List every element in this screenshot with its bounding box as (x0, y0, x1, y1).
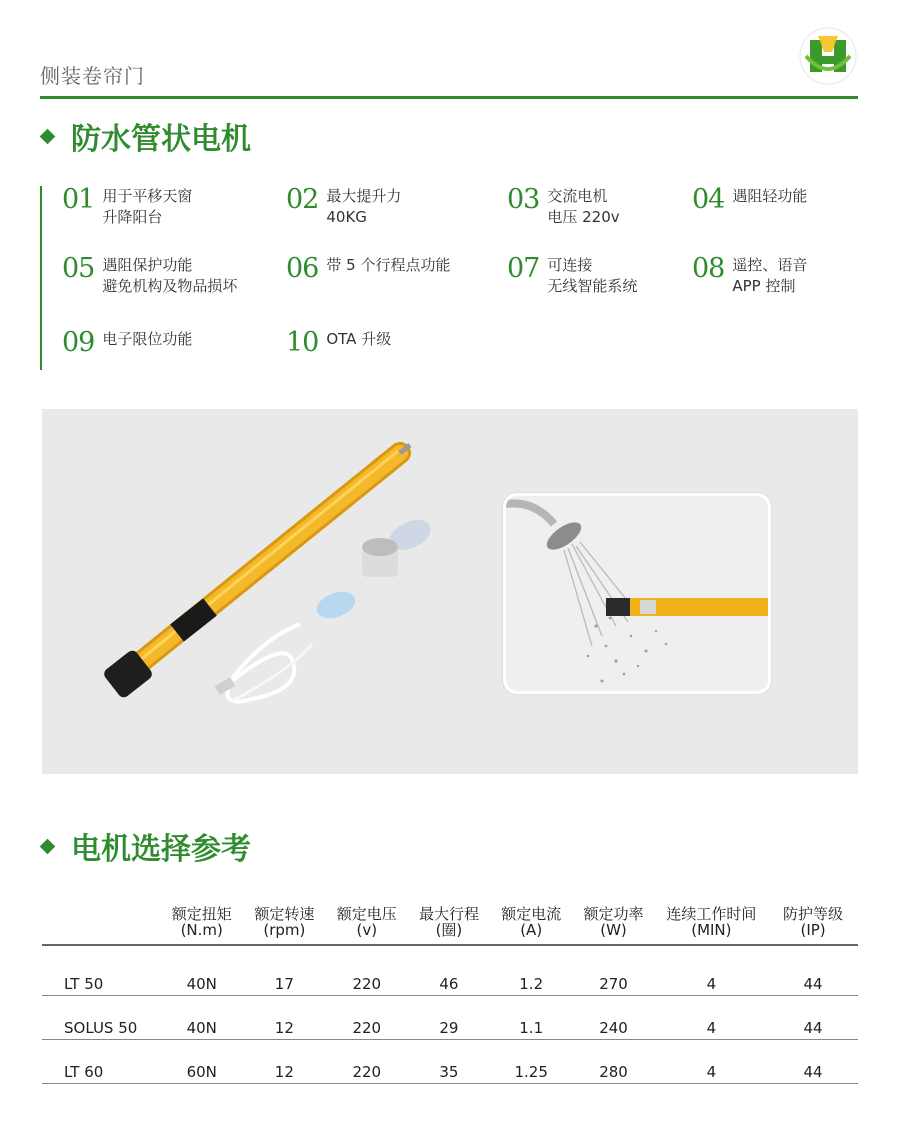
feature-item (507, 255, 637, 297)
table-cell: 46 (408, 952, 490, 996)
feature-line: 电子限位功能 (102, 330, 193, 348)
feature-line: 升降阳台 (102, 208, 163, 226)
feature-item (692, 186, 807, 214)
table-cell: 40N (160, 952, 243, 996)
feature-line: 可连接 (547, 256, 593, 274)
table-cell: 17 (243, 952, 326, 996)
diamond-bullet-icon (40, 128, 56, 144)
header-divider (40, 96, 858, 99)
table-cell: 4 (655, 952, 769, 996)
selection-section-title: 电机选择参考 (71, 832, 251, 867)
feature-line: 遥控、语音 (732, 256, 808, 274)
feature-number: 10 (286, 327, 319, 358)
features-accent-bar (40, 186, 42, 370)
model-cell: LT 50 (42, 952, 160, 996)
table-row (42, 996, 858, 1040)
table-cell: 240 (572, 996, 654, 1040)
feature-item (286, 186, 401, 228)
feature-line: 带 5 个行程点功能 (326, 256, 451, 274)
table-cell: 44 (768, 952, 858, 996)
feature-number: 06 (286, 253, 319, 284)
feature-number: 07 (507, 253, 540, 284)
feature-number: 09 (62, 327, 95, 358)
table-row (42, 1040, 858, 1084)
table-cell: 29 (408, 996, 490, 1040)
feature-line: 用于平移天窗 (102, 187, 193, 205)
table-header-cell: 连续工作时间 (MIN) (655, 902, 769, 945)
table-cell: 270 (572, 952, 654, 996)
feature-item (62, 329, 192, 357)
table-cell: 35 (408, 1040, 490, 1084)
feature-line: 最大提升力 (326, 187, 402, 205)
feature-item (507, 186, 620, 228)
table-header-cell: 最大行程 (圈) (408, 902, 490, 945)
table-cell: 4 (655, 996, 769, 1040)
shower-spray-on-motor-image (506, 496, 768, 691)
feature-line: OTA 升级 (326, 330, 392, 348)
page-header-title: 侧装卷帘门 (40, 64, 145, 88)
feature-number: 04 (692, 184, 725, 215)
feature-line: 遇阻轻功能 (732, 187, 808, 205)
feature-number: 02 (286, 184, 319, 215)
table-row (42, 952, 858, 996)
table-header-cell: 额定功率 (W) (572, 902, 654, 945)
feature-item (62, 186, 192, 228)
waterproof-demo-inset (503, 493, 771, 694)
table-cell: 220 (326, 952, 408, 996)
feature-line: 避免机构及物品损坏 (102, 277, 238, 295)
feature-line: 无线智能系统 (547, 277, 638, 295)
model-cell: LT 60 (42, 1040, 160, 1084)
feature-line: 电压 220v (547, 208, 620, 226)
feature-line: 遇阻保护功能 (102, 256, 193, 274)
feature-line: 交流电机 (547, 187, 608, 205)
feature-number: 03 (507, 184, 540, 215)
feature-item (286, 255, 450, 283)
table-cell: 44 (768, 996, 858, 1040)
table-cell: 60N (160, 1040, 243, 1084)
table-header-cell: 防护等级 (IP) (768, 902, 858, 945)
brand-logo-icon (798, 26, 858, 86)
diamond-bullet-icon (40, 838, 56, 854)
table-cell: 12 (243, 1040, 326, 1084)
table-cell: 44 (768, 1040, 858, 1084)
feature-number: 05 (62, 253, 95, 284)
table-header-cell: 额定电压 (v) (326, 902, 408, 945)
motor-spec-table (42, 902, 858, 1084)
table-cell: 220 (326, 996, 408, 1040)
feature-line: APP 控制 (732, 277, 796, 295)
table-cell: 1.1 (490, 996, 572, 1040)
feature-item (62, 255, 237, 297)
table-header-cell: 额定转速 (rpm) (243, 902, 326, 945)
table-cell: 1.25 (490, 1040, 572, 1084)
table-cell: 40N (160, 996, 243, 1040)
table-header-cell: 额定电流 (A) (490, 902, 572, 945)
table-header-cell (42, 902, 160, 945)
table-header-row (42, 902, 858, 945)
feature-number: 01 (62, 184, 95, 215)
feature-line: 40KG (326, 208, 367, 226)
selection-section-heading (40, 824, 251, 868)
model-cell: SOLUS 50 (42, 996, 160, 1040)
feature-item (286, 329, 391, 357)
table-cell: 220 (326, 1040, 408, 1084)
feature-item (692, 255, 807, 297)
table-cell: 1.2 (490, 952, 572, 996)
product-section-heading (40, 114, 251, 158)
feature-number: 08 (692, 253, 725, 284)
product-section-title: 防水管状电机 (71, 122, 251, 157)
table-header-cell: 额定扭矩 (N.m) (160, 902, 243, 945)
table-cell: 4 (655, 1040, 769, 1084)
table-cell: 280 (572, 1040, 654, 1084)
table-cell: 12 (243, 996, 326, 1040)
